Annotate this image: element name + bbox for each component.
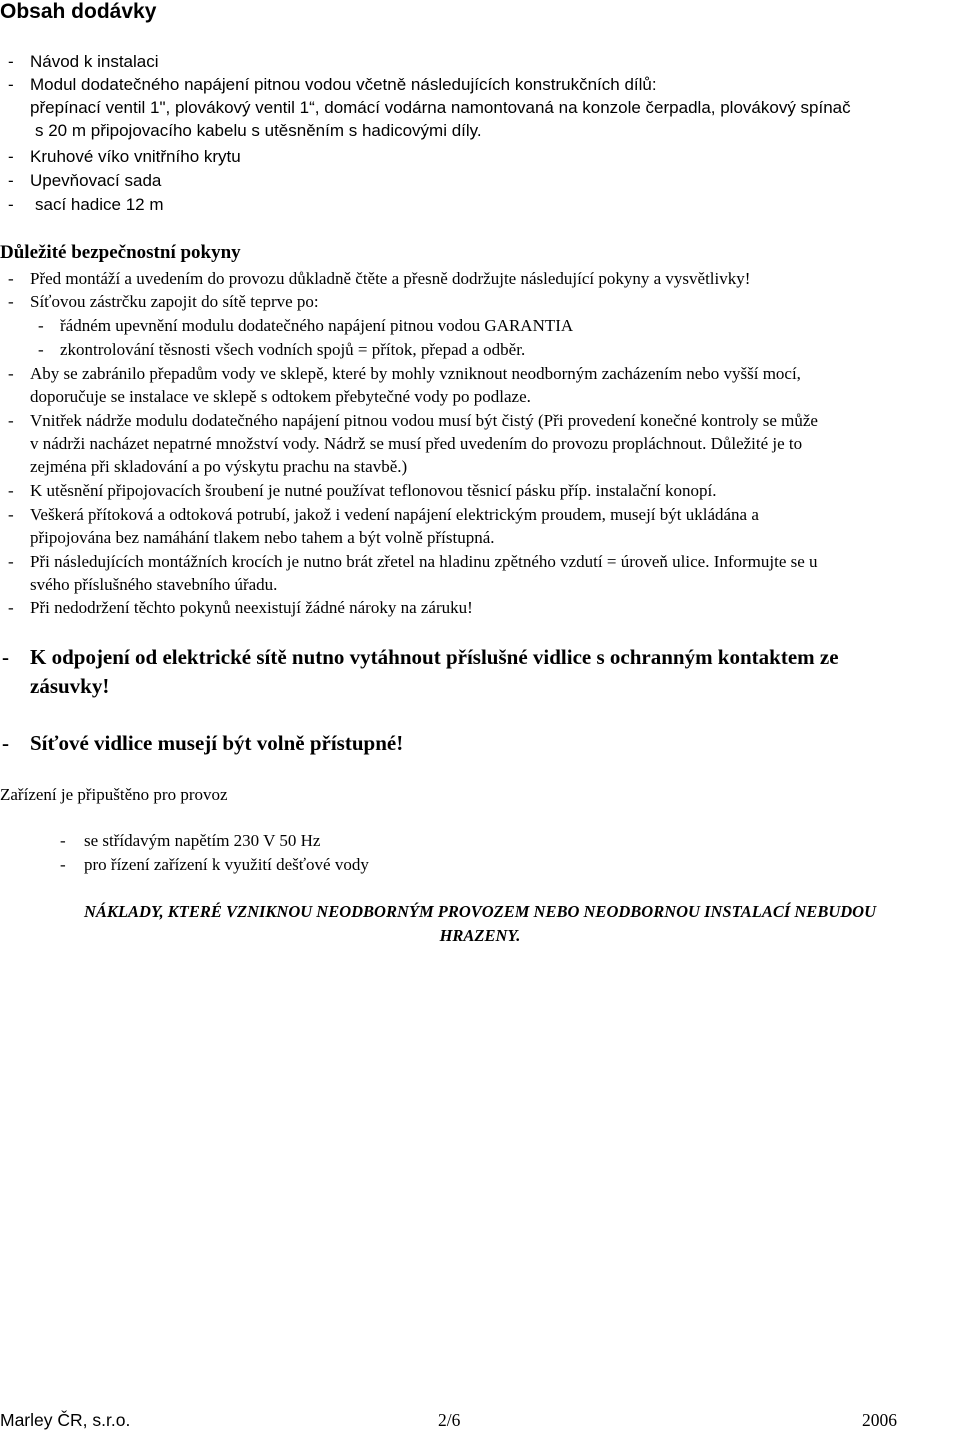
list-item: Kruhové víko vnitřního krytu — [30, 147, 241, 166]
footer-year: 2006 — [862, 1410, 897, 1430]
page-title: Obsah dodávky — [0, 0, 157, 23]
disclaimer-line: NÁKLADY, KTERÉ VZNIKNOU NEODBORNÝM PROVOZEM NEBO NEODBORNOU INSTALACÍ NEBUDOU — [84, 902, 876, 921]
approval-intro: Zařízení je připuštěno pro provoz — [0, 785, 228, 804]
list-item-continuation: svého příslušného stavebního úřadu. — [30, 575, 278, 594]
list-dash: - — [8, 364, 14, 383]
list-item: sací hadice 12 m — [35, 195, 164, 214]
list-dash: - — [60, 831, 66, 850]
list-item: pro řízení zařízení k využití dešťové vody — [84, 855, 369, 874]
disclaimer-line: HRAZENY. — [439, 926, 521, 945]
list-item: K utěsnění připojovacích šroubení je nutné používat teflonovou těsnicí pásku příp. instalační konopí. — [30, 481, 717, 500]
list-item: Veškerá přítoková a odtoková potrubí, jakož i vedení napájení elektrickým proudem, musejí být ukládána a — [30, 505, 759, 524]
list-dash: - — [2, 731, 9, 755]
list-dash: - — [8, 75, 14, 94]
list-item-continuation: přepínací ventil 1", plovákový ventil 1“, domácí vodárna namontovaná na konzole čerpadla, plovákový spínač — [30, 98, 851, 117]
list-item: Před montáží a uvedením do provozu důkladně čtěte a přesně dodržujte následující pokyny a vysvětlivky! — [30, 269, 751, 288]
warning-unplug: K odpojení od elektrické sítě nutno vytáhnout příslušné vidlice s ochranným kontaktem ze — [30, 645, 839, 669]
sub-list-item: zkontrolování těsnosti všech vodních spojů = přítok, přepad a odběr. — [60, 340, 526, 359]
list-item: Aby se zabránilo přepadům vody ve sklepě, které by mohly vzniknout neodborným zacházením nebo vyšší mocí, — [30, 364, 801, 383]
list-item: Návod k instalaci — [30, 52, 159, 71]
list-item: Vnitřek nádrže modulu dodatečného napájení pitnou vodou musí být čistý (Při provedení konečné kontroly se může — [30, 411, 818, 430]
list-item-continuation: doporučuje se instalace ve sklepě s odtokem přebytečné vody po podlaze. — [30, 387, 531, 406]
list-dash: - — [8, 52, 14, 71]
warning-access: Síťové vidlice musejí být volně přístupné! — [30, 731, 404, 755]
list-item: Při nedodržení těchto pokynů neexistují žádné nároky na záruku! — [30, 598, 473, 617]
list-dash: - — [8, 269, 14, 288]
sub-list-item: řádném upevnění modulu dodatečného napájení pitnou vodou GARANTIA — [60, 316, 574, 335]
footer-page-number: 2/6 — [438, 1410, 461, 1430]
list-dash: - — [8, 195, 14, 214]
list-item-continuation: připojována bez namáhání tlakem nebo tahem a být volně přístupná. — [30, 528, 495, 547]
warning-unplug-continuation: zásuvky! — [30, 674, 110, 698]
list-dash: - — [60, 855, 66, 874]
list-item: se střídavým napětím 230 V 50 Hz — [84, 831, 321, 850]
list-item: Modul dodatečného napájení pitnou vodou včetně následujících konstrukčních dílů: — [30, 75, 657, 94]
list-dash: - — [8, 481, 14, 500]
list-dash: - — [8, 292, 14, 311]
list-dash: - — [8, 552, 14, 571]
list-dash: - — [8, 505, 14, 524]
list-dash: - — [8, 171, 14, 190]
list-item-continuation: s 20 m připojovacího kabelu s utěsněním s hadicovými díly. — [35, 121, 482, 140]
list-item-continuation: zejména při skladování a po výskytu prachu na stavbě.) — [30, 457, 408, 476]
list-dash: - — [2, 645, 9, 669]
list-item-continuation: v nádrži nacházet nepatrné množství vody. Nádrž se musí před uvedením do provozu propláchnout. Důležité je to — [30, 434, 803, 453]
list-dash: - — [38, 340, 44, 359]
list-item: Síťovou zástrčku zapojit do sítě teprve po: — [30, 292, 319, 311]
list-item: Upevňovací sada — [30, 171, 162, 190]
list-item: Při následujících montážních krocích je nutno brát zřetel na hladinu zpětného vzdutí = úroveň ulice. Informujte se u — [30, 552, 818, 571]
footer-company: Marley ČR, s.r.o. — [0, 1410, 131, 1430]
list-dash: - — [8, 147, 14, 166]
list-dash: - — [8, 598, 14, 617]
list-dash: - — [38, 316, 44, 335]
safety-heading: Důležité bezpečnostní pokyny — [0, 242, 241, 263]
list-dash: - — [8, 411, 14, 430]
